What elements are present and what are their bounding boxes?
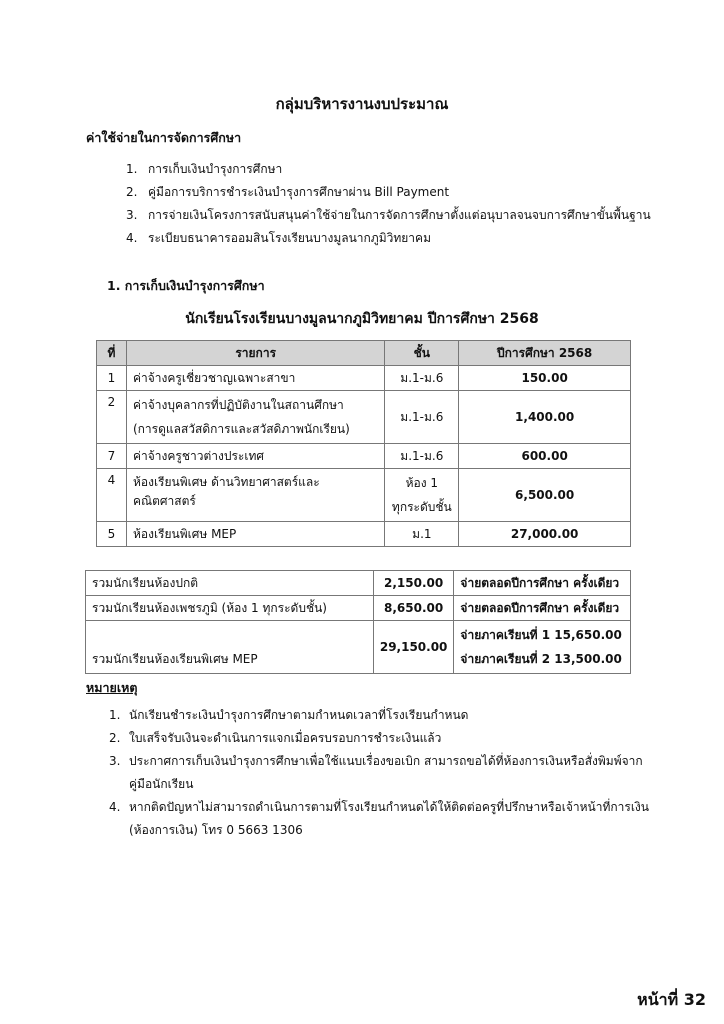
row-level: ม.1 (385, 522, 459, 547)
row-number: 5 (97, 522, 127, 547)
page-number: หน้าที่ 32 (637, 990, 706, 1009)
list-item: 4. ระเบียบธนาคารออมสินโรงเรียนบางมูลนากภูมิวิทยาคม (126, 231, 431, 245)
row-item: ค่าจ้างครูเชี่ยวชาญเฉพาะสาขา (126, 366, 384, 391)
table-row (86, 621, 631, 674)
table-row (97, 444, 631, 469)
list-item: 1. นักเรียนชำระเงินบำรุงการศึกษาตามกำหนดเวลาที่โรงเรียนกำหนด (109, 708, 469, 722)
sub-heading: 1. การเก็บเงินบำรุงการศึกษา (107, 278, 265, 293)
list-item: 4. หากติดปัญหาไม่สามารถดำเนินการตามที่โรงเรียนกำหนดได้ให้ติดต่อครูที่ปรึกษาหรือเจ้าหน้าที่การเงิน (ห้องการเงิน) โทร 0 5663 1306 (109, 800, 649, 837)
summary-note: จ่ายตลอดปีการศึกษา ครั้งเดียว (454, 571, 631, 596)
table-row (97, 522, 631, 547)
list-item: 2. ใบเสร็จรับเงินจะดำเนินการแจกเมื่อครบรอบการชำระเงินแล้ว (109, 731, 442, 745)
column-header: ปีการศึกษา 2568 (459, 341, 631, 366)
table-title: นักเรียนโรงเรียนบางมูลนากภูมิวิทยาคม ปีการศึกษา 2568 (185, 311, 539, 327)
row-number: 2 (97, 391, 127, 444)
summary-label: รวมนักเรียนห้องเรียนพิเศษ MEP (86, 621, 374, 674)
table-row (86, 571, 631, 596)
table-row (97, 366, 631, 391)
row-amount: 600.00 (459, 444, 631, 469)
column-header: รายการ (126, 341, 384, 366)
row-item: ค่าจ้างบุคลากรที่ปฏิบัติงานในสถานศึกษา (การดูแลสวัสดิการและสวัสดิภาพนักเรียน) (126, 391, 384, 444)
row-level: ม.1-ม.6 (385, 391, 459, 444)
summary-amount: 29,150.00 (373, 621, 454, 674)
list-item: 2. คู่มือการบริการชำระเงินบำรุงการศึกษาผ่าน Bill Payment (126, 185, 450, 199)
contents-list (126, 158, 651, 250)
row-amount: 6,500.00 (459, 469, 631, 522)
column-header: ที่ (97, 341, 127, 366)
row-number: 4 (97, 469, 127, 522)
summary-amount: 2,150.00 (373, 571, 454, 596)
row-item: ห้องเรียนพิเศษ MEP (126, 522, 384, 547)
column-header: ชั้น (385, 341, 459, 366)
row-amount: 27,000.00 (459, 522, 631, 547)
list-item: 3. ประกาศการเก็บเงินบำรุงการศึกษาเพื่อใช้แนบเรื่องขอเบิก สามารถขอได้ที่ห้องการเงินหรือสั่งพิมพ์จาก คู่มือนักเรียน (109, 754, 643, 791)
summary-table (85, 570, 631, 674)
table-row (97, 391, 631, 444)
table-header-row (97, 341, 631, 366)
row-item: ห้องเรียนพิเศษ ด้านวิทยาศาสตร์และคณิตศาสตร์ (126, 469, 384, 522)
summary-note: จ่ายตลอดปีการศึกษา ครั้งเดียว (454, 596, 631, 621)
summary-label: รวมนักเรียนห้องเพชรภูมิ (ห้อง 1 ทุกระดับชั้น) (86, 596, 374, 621)
summary-amount: 8,650.00 (373, 596, 454, 621)
row-amount: 150.00 (459, 366, 631, 391)
row-level: ม.1-ม.6 (385, 366, 459, 391)
remarks-heading: หมายเหตุ (86, 680, 138, 695)
list-item: 1. การเก็บเงินบำรุงการศึกษา (126, 162, 283, 176)
remarks-list (109, 704, 649, 842)
section-heading: ค่าใช้จ่ายในการจัดการศึกษา (86, 130, 242, 145)
list-item: 3. การจ่ายเงินโครงการสนับสนุนค่าใช้จ่ายในการจัดการศึกษาตั้งแต่อนุบาลจนจบการศึกษาขั้นพื้นฐาน (126, 208, 651, 222)
row-item: ค่าจ้างครูชาวต่างประเทศ (126, 444, 384, 469)
row-level: ม.1-ม.6 (385, 444, 459, 469)
table-row (97, 469, 631, 522)
table-row (86, 596, 631, 621)
row-number: 7 (97, 444, 127, 469)
fee-table (96, 340, 631, 547)
document-title: กลุ่มบริหารงานงบประมาณ (275, 95, 449, 113)
summary-label: รวมนักเรียนห้องปกติ (86, 571, 374, 596)
row-amount: 1,400.00 (459, 391, 631, 444)
row-number: 1 (97, 366, 127, 391)
row-level: ห้อง 1 ทุกระดับชั้น (385, 469, 459, 522)
summary-note: จ่ายภาคเรียนที่ 1 15,650.00 จ่ายภาคเรียนที่ 2 13,500.00 (454, 621, 631, 674)
